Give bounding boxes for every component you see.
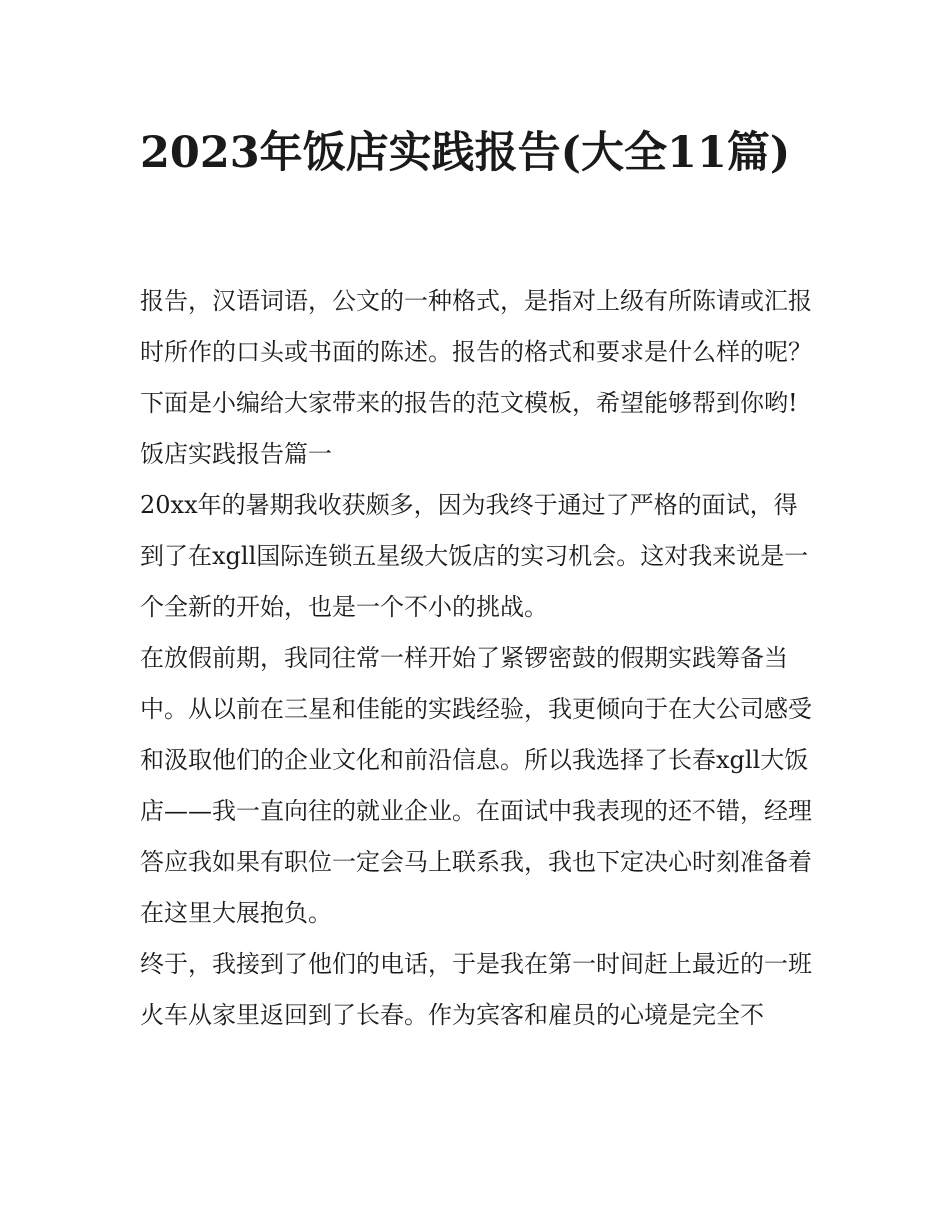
body-paragraph: 终于，我接到了他们的电话，于是我在第一时间赶上最近的一班火车从家里返回到了长春。作为宾客和雇员的心境是完全不	[140, 950, 812, 1029]
document-title: 2023年饭店实践报告(大全11篇)	[140, 128, 791, 178]
body-paragraph: 在放假前期，我同往常一样开始了紧锣密鼓的假期实践筹备当中。从以前在三星和佳能的实践经验，我更倾向于在大公司感受和汲取他们的企业文化和前沿信息。所以我选择了长春xgll大饭店——我一直向往的就业企业。在面试中我表现的还不错，经理答应我如果有职位一定会马上联系我，我也下定决心时刻准备着在这里大展抱负。	[140, 644, 812, 927]
intro-paragraph: 报告，汉语词语，公文的一种格式，是指对上级有所陈请或汇报时所作的口头或书面的陈述。报告的格式和要求是什么样的呢？下面是小编给大家带来的报告的范文模板，希望能够帮到你哟!	[140, 287, 812, 417]
section-heading: 饭店实践报告篇一	[140, 440, 332, 468]
body-paragraph: 20xx年的暑期我收获颇多，因为我终于通过了严格的面试，得到了在xgll国际连锁五星级大饭店的实习机会。这对我来说是一个全新的开始，也是一个不小的挑战。	[140, 491, 809, 621]
document-body	[140, 276, 820, 1041]
